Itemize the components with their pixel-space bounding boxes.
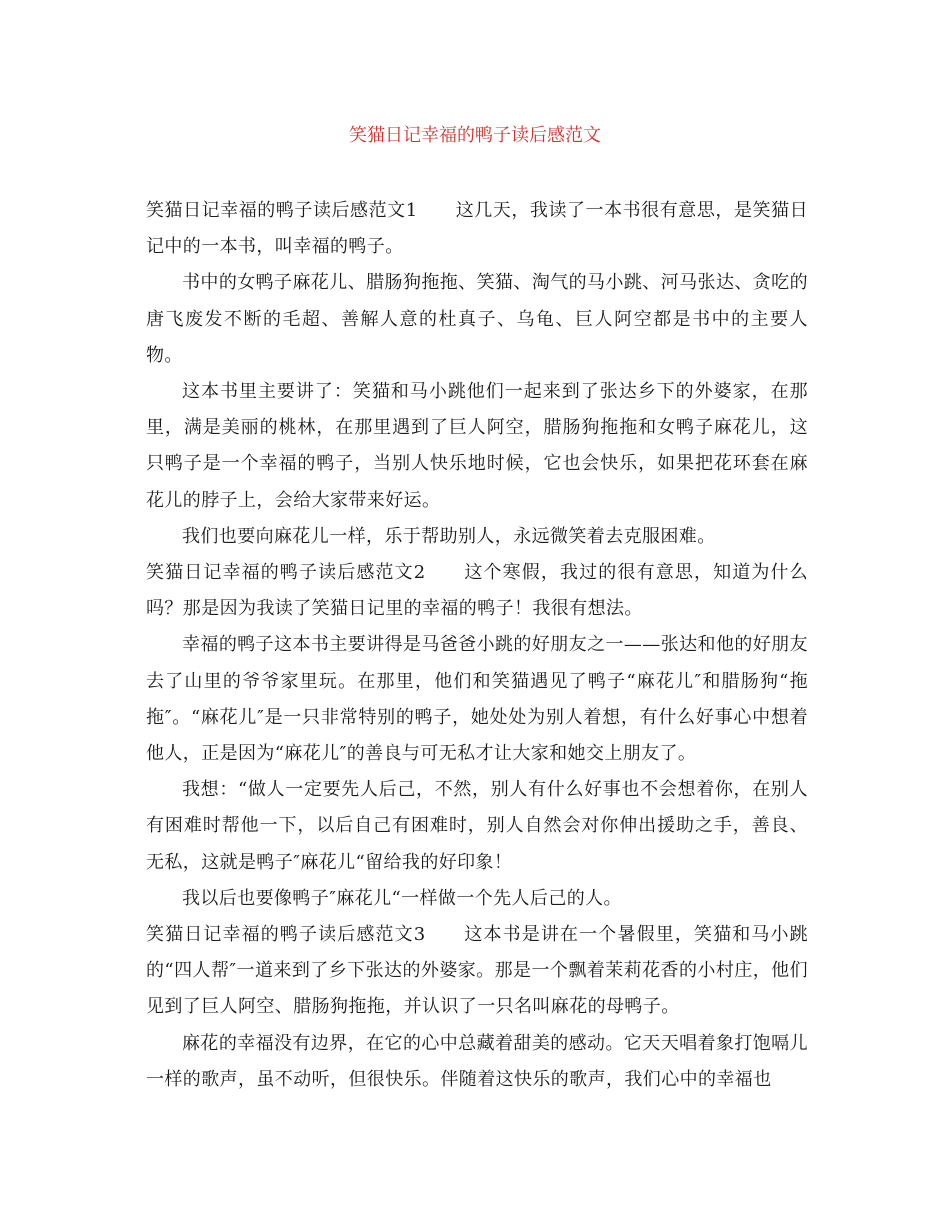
section-2-lead: 这个寒假，我过的很有意思，知道为什么吗？那是因为我读了笑猫日记里的幸福的鸭子！我很有想法。 bbox=[146, 562, 809, 620]
section-3-heading: 笑猫日记幸福的鸭子读后感范文3 bbox=[146, 924, 426, 946]
section-2-opening bbox=[146, 555, 808, 627]
section-2-paragraph-2: 我想：“做人一定要先人后己，不然，别人有什么好事也不会想着你，在别人有困难时帮他一下，以后自己有困难时，别人自然会对你伸出援助之手，善良、无私，这就是鸭子″麻花儿“留给我的好印象！ bbox=[146, 779, 808, 873]
section-3-lead: 这本书是讲在一个暑假里，笑猫和马小跳的“四人帮″一道来到了乡下张达的外婆家。那是一个飘着茉莉花香的小村庄，他们见到了巨人阿空、腊肠狗拖拖，并认识了一只名叫麻花的母鸭子。 bbox=[146, 924, 809, 1018]
section-3-paragraph-1: 麻花的幸福没有边界，在它的心中总藏着甜美的感动。它天天唱着象打饱嗝儿一样的歌声，虽不动听，但很快乐。伴随着这快乐的歌声，我们心中的幸福也 bbox=[146, 1032, 808, 1090]
section-2-paragraph-1: 幸福的鸭子这本书主要讲得是马爸爸小跳的好朋友之一——张达和他的好朋友去了山里的爷爷家里玩。在那里，他们和笑猫遇见了鸭子“麻花儿″和腊肠狗“拖拖″。“麻花儿″是一只非常特别的鸭子，她处处为别人着想，有什么好事心中想着他人，正是因为“麻花儿″的善良与可无私才让大家和她交上朋友了。 bbox=[146, 634, 808, 765]
document-body bbox=[146, 193, 808, 1098]
section-1-paragraph-3: 我们也要向麻花儿一样，乐于帮助别人，永远微笑着去克服困难。 bbox=[182, 525, 716, 547]
section-1-opening bbox=[146, 193, 808, 265]
section-1-heading: 笑猫日记幸福的鸭子读后感范文1 bbox=[146, 200, 418, 221]
document-title: 笑猫日记幸福的鸭子读后感范文 bbox=[349, 125, 601, 146]
section-1-lead: 这几天，我读了一本书很有意思，是笑猫日记中的一本书，叫幸福的鸭子。 bbox=[146, 200, 808, 258]
section-2-paragraph-3: 我以后也要像鸭子″麻花儿“一样做一个先人后己的人。 bbox=[182, 887, 622, 909]
section-3-opening bbox=[146, 917, 808, 1026]
section-1-paragraph-1: 书中的女鸭子麻花儿、腊肠狗拖拖、笑猫、淘气的马小跳、河马张达、贪吃的唐飞废发不断的毛超、善解人意的杜真子、乌龟、巨人阿空都是书中的主要人物。 bbox=[146, 272, 808, 366]
section-2-heading: 笑猫日记幸福的鸭子读后感范文2 bbox=[146, 562, 426, 584]
section-1-paragraph-2: 这本书里主要讲了：笑猫和马小跳他们一起来到了张达乡下的外婆家，在那里，满是美丽的桃林，在那里遇到了巨人阿空，腊肠狗拖拖和女鸭子麻花儿，这只鸭子是一个幸福的鸭子，当别人快乐地时候，它也会快乐，如果把花环套在麻花儿的脖子上，会给大家带来好运。 bbox=[146, 381, 808, 511]
